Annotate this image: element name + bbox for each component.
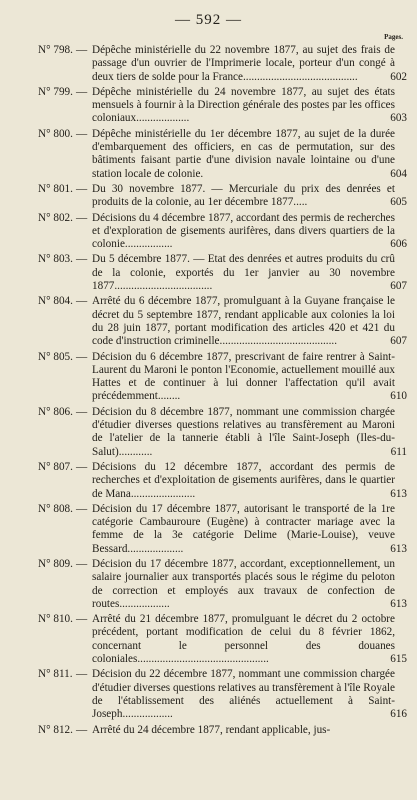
entry-page-ref: 613	[390, 542, 407, 555]
entry-description: Décision du 22 décembre 1877, nommant une commission chargée d'étudier diverses questions relatives au transfèrement à l'île Royale de l'établissement des aliénés actuellement à Saint-Joseph..................	[92, 668, 395, 721]
entry-description: Décision du 8 décembre 1877, nommant une commission chargée d'étudier diverses questions relatives au transfèrement au Maroni de l'atelier de la tannerie établi à l'île Saint-Joseph (Iles-du-Salut)............	[92, 405, 395, 458]
entry-page-ref: 616	[390, 708, 407, 721]
toc-entry	[0, 461, 417, 501]
entry-dash: —	[76, 85, 88, 98]
entry-dash: —	[76, 668, 88, 681]
entry-description: Arrêté du 6 décembre 1877, promulguant à la Guyane française le décret du 5 septembre 1877, rendant applicable aux colonies la loi du 28 juin 1877, portant modification des articles 420 et 421 du code d'instruction criminelle..........................................	[92, 295, 395, 348]
toc-entry	[0, 406, 417, 459]
entry-number: N° 799.	[38, 85, 73, 98]
entry-number: N° 803.	[38, 253, 73, 266]
entry-description: Arrêté du 24 décembre 1877, rendant applicable, jus-	[92, 723, 331, 736]
entry-dash: —	[76, 295, 88, 308]
entry-number: N° 810.	[38, 613, 73, 626]
entry-description: Dépêche ministérielle du 1er décembre 1877, au sujet de la durée d'embarquement des officiers, en cas de permutation, sur des bâtiments faisant partie d'une division navale lointaine ou d'une station locale de colonie.	[92, 127, 395, 180]
entry-dash: —	[76, 502, 88, 515]
entry-dash: —	[76, 723, 88, 736]
entry-description: Dépêche ministérielle du 24 novembre 1877, au sujet des états mensuels à fournir à la Direction générale des postes par les offices coloniaux...................	[92, 85, 395, 125]
entry-number: N° 811.	[38, 668, 73, 681]
entry-page-ref: 610	[390, 390, 407, 403]
entry-description: Décision du 6 décembre 1877, prescrivant de faire rentrer à Saint-Laurent du Maroni le ponton l'Economie, actuellement mouillé aux Hattes et de continuer à lui donner l'affectation qu'il avait précédemment........	[92, 350, 395, 403]
toc-entry	[0, 212, 417, 252]
toc-entry	[0, 253, 417, 293]
entry-page-ref: 602	[390, 70, 407, 83]
entry-number: N° 808.	[38, 502, 73, 515]
entry-number: N° 812.	[38, 723, 73, 736]
entry-page-ref: 603	[390, 112, 407, 125]
toc-entry	[0, 128, 417, 181]
entry-dash: —	[76, 211, 88, 224]
entry-page-ref: 613	[390, 487, 407, 500]
entry-dash: —	[76, 405, 88, 418]
toc-entry	[0, 668, 417, 721]
toc-entry	[0, 613, 417, 666]
toc-entry	[0, 724, 417, 737]
entry-number: N° 805.	[38, 350, 73, 363]
toc-entry	[0, 351, 417, 404]
toc-entry	[0, 295, 417, 348]
entry-page-ref: 611	[390, 445, 407, 458]
entry-page-ref: 613	[390, 597, 407, 610]
entry-number: N° 800.	[38, 127, 73, 140]
table-of-contents	[0, 44, 417, 739]
toc-entry	[0, 86, 417, 126]
toc-entry	[0, 183, 417, 210]
entry-page-ref: 606	[390, 238, 407, 251]
entry-dash: —	[76, 613, 88, 626]
entry-description: Décisions du 4 décembre 1877, accordant des permis de recherches et d'exploration de gisements aurifères, dans divers quartiers de la colonie.................	[92, 211, 395, 251]
entry-description: Décisions du 12 décembre 1877, accordant des permis de recherches et d'exploitation de gisements aurifères, dans le quartier de Mana.......................	[92, 460, 395, 500]
entry-dash: —	[76, 460, 88, 473]
entry-description: Arrêté du 21 décembre 1877, promulguant le décret du 2 octobre précédent, portant modification de celui du 8 février 1862, concernant le personnel des douanes coloniales...............................................	[92, 613, 395, 666]
page-number: — 592 —	[175, 12, 242, 28]
entry-description: Du 5 décembre 1877. — Etat des denrées et autres produits du crû de la colonie, exportés du 1er janvier au 30 novembre 1877...................................	[92, 253, 395, 293]
entry-dash: —	[76, 127, 88, 140]
entry-page-ref: 605	[390, 196, 407, 209]
toc-entry	[0, 503, 417, 556]
toc-entry	[0, 44, 417, 84]
entry-dash: —	[76, 182, 88, 195]
toc-entry	[0, 558, 417, 611]
entry-dash: —	[76, 253, 88, 266]
entry-description: Décision du 17 décembre 1877, accordant, exceptionnellement, un salaire journalier aux transportés placés sous le régime du peloton de correction et employés aux travaux de confection de routes..................	[92, 557, 395, 610]
entry-dash: —	[76, 557, 88, 570]
entry-dash: —	[76, 44, 88, 56]
entry-description: Décision du 17 décembre 1877, autorisant le transporté de la 1re catégorie Cambauroure (Eugène) à contracter mariage avec la femme de la 3e catégorie Delime (Marie-Louise), veuve Bessard....................	[92, 502, 395, 555]
pages-column-label: Pages.	[384, 33, 403, 41]
entry-description: Dépêche ministérielle du 22 novembre 1877, au sujet des frais de passage d'un ouvrier de l'Imprimerie locale, porteur d'un congé à deux tiers de solde pour la France.........................................	[92, 44, 395, 83]
entry-dash: —	[76, 350, 88, 363]
entry-page-ref: 607	[390, 280, 407, 293]
entry-number: N° 806.	[38, 405, 73, 418]
entry-number: N° 807.	[38, 460, 73, 473]
entry-number: N° 804.	[38, 295, 73, 308]
entry-number: N° 802.	[38, 211, 73, 224]
entry-description: Du 30 novembre 1877. — Mercuriale du prix des denrées et produits de la colonie, au 1er décembre 1877.....	[92, 182, 395, 209]
entry-page-ref: 615	[390, 653, 407, 666]
entry-page-ref: 604	[390, 167, 407, 180]
entry-number: N° 801.	[38, 182, 73, 195]
entry-number: N° 809.	[38, 557, 73, 570]
entry-number: N° 798.	[38, 44, 73, 56]
entry-page-ref: 607	[390, 335, 407, 348]
